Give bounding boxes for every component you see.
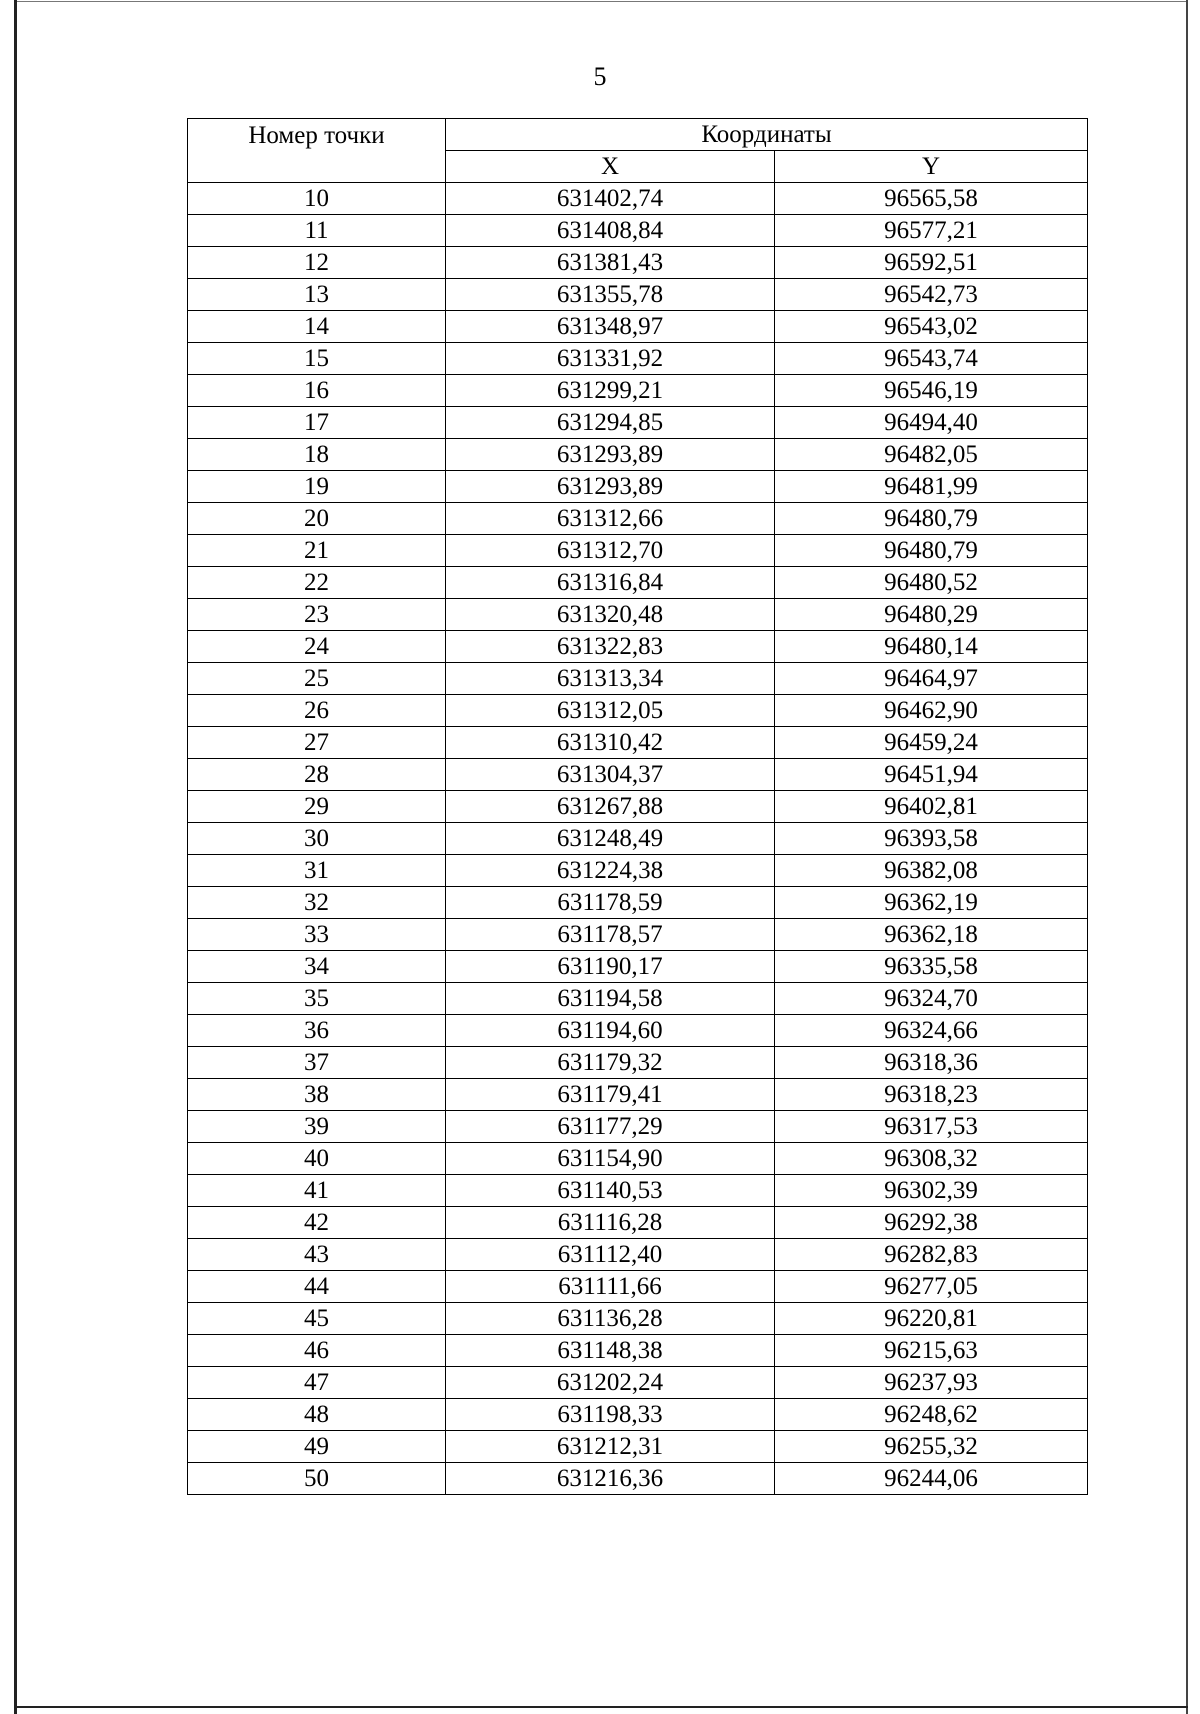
table-row [188, 1111, 1088, 1143]
x-coordinate-cell: 631267,88 [446, 791, 775, 823]
table-row [188, 919, 1088, 951]
point-number-cell: 23 [188, 599, 446, 631]
table-row [188, 727, 1088, 759]
y-coordinate-cell: 96282,83 [775, 1239, 1088, 1271]
y-coordinate-cell: 96255,32 [775, 1431, 1088, 1463]
point-number-cell: 33 [188, 919, 446, 951]
point-number-cell: 46 [188, 1335, 446, 1367]
page-border-left [14, 0, 17, 1714]
point-number-cell: 18 [188, 439, 446, 471]
x-coordinate-cell: 631116,28 [446, 1207, 775, 1239]
x-coordinate-cell: 631112,40 [446, 1239, 775, 1271]
point-number-cell: 17 [188, 407, 446, 439]
x-coordinate-cell: 631293,89 [446, 471, 775, 503]
table-row [188, 439, 1088, 471]
x-coordinate-cell: 631179,32 [446, 1047, 775, 1079]
y-coordinate-cell: 96565,58 [775, 183, 1088, 215]
x-coordinate-cell: 631316,84 [446, 567, 775, 599]
page-number: 5 [593, 62, 607, 91]
y-coordinate-cell: 96318,36 [775, 1047, 1088, 1079]
table-row [188, 1239, 1088, 1271]
x-coordinate-cell: 631312,66 [446, 503, 775, 535]
table-row [188, 1015, 1088, 1047]
x-coordinate-cell: 631178,59 [446, 887, 775, 919]
table-row [188, 887, 1088, 919]
x-coordinate-cell: 631148,38 [446, 1335, 775, 1367]
y-coordinate-cell: 96324,70 [775, 983, 1088, 1015]
table-row [188, 1399, 1088, 1431]
x-coordinate-cell: 631198,33 [446, 1399, 775, 1431]
point-number-cell: 35 [188, 983, 446, 1015]
point-number-cell: 34 [188, 951, 446, 983]
x-coordinate-cell: 631381,43 [446, 247, 775, 279]
x-coordinate-cell: 631154,90 [446, 1143, 775, 1175]
point-number-cell: 21 [188, 535, 446, 567]
y-coordinate-cell: 96481,99 [775, 471, 1088, 503]
point-number-cell: 16 [188, 375, 446, 407]
y-coordinate-cell: 96220,81 [775, 1303, 1088, 1335]
point-number-cell: 20 [188, 503, 446, 535]
point-number-cell: 31 [188, 855, 446, 887]
x-coordinate-cell: 631177,29 [446, 1111, 775, 1143]
table-row [188, 343, 1088, 375]
table-row [188, 855, 1088, 887]
point-number-cell: 45 [188, 1303, 446, 1335]
x-coordinate-cell: 631178,57 [446, 919, 775, 951]
y-coordinate-cell: 96494,40 [775, 407, 1088, 439]
point-number-cell: 13 [188, 279, 446, 311]
table-row [188, 1047, 1088, 1079]
point-number-cell: 26 [188, 695, 446, 727]
y-coordinate-cell: 96215,63 [775, 1335, 1088, 1367]
point-number-cell: 32 [188, 887, 446, 919]
table-row [188, 1335, 1088, 1367]
point-number-cell: 25 [188, 663, 446, 695]
table-row [188, 1143, 1088, 1175]
point-number-cell: 14 [188, 311, 446, 343]
coordinates-table [187, 118, 1088, 1495]
table-row [188, 1207, 1088, 1239]
y-coordinate-cell: 96459,24 [775, 727, 1088, 759]
y-coordinate-cell: 96362,18 [775, 919, 1088, 951]
y-coordinate-cell: 96382,08 [775, 855, 1088, 887]
y-coordinate-cell: 96277,05 [775, 1271, 1088, 1303]
header-x: X [446, 151, 775, 183]
x-coordinate-cell: 631313,34 [446, 663, 775, 695]
y-coordinate-cell: 96462,90 [775, 695, 1088, 727]
x-coordinate-cell: 631194,60 [446, 1015, 775, 1047]
x-coordinate-cell: 631348,97 [446, 311, 775, 343]
table-row [188, 759, 1088, 791]
point-number-cell: 19 [188, 471, 446, 503]
y-coordinate-cell: 96362,19 [775, 887, 1088, 919]
y-coordinate-cell: 96393,58 [775, 823, 1088, 855]
y-coordinate-cell: 96318,23 [775, 1079, 1088, 1111]
point-number-cell: 22 [188, 567, 446, 599]
x-coordinate-cell: 631322,83 [446, 631, 775, 663]
x-coordinate-cell: 631194,58 [446, 983, 775, 1015]
point-number-cell: 50 [188, 1463, 446, 1495]
table-row [188, 983, 1088, 1015]
point-number-cell: 47 [188, 1367, 446, 1399]
table-row [188, 631, 1088, 663]
header-y: Y [775, 151, 1088, 183]
y-coordinate-cell: 96324,66 [775, 1015, 1088, 1047]
table-row [188, 1303, 1088, 1335]
y-coordinate-cell: 96451,94 [775, 759, 1088, 791]
x-coordinate-cell: 631248,49 [446, 823, 775, 855]
point-number-cell: 15 [188, 343, 446, 375]
y-coordinate-cell: 96248,62 [775, 1399, 1088, 1431]
table-row [188, 1463, 1088, 1495]
point-number-cell: 44 [188, 1271, 446, 1303]
header-coordinates: Координаты [446, 119, 1088, 151]
x-coordinate-cell: 631140,53 [446, 1175, 775, 1207]
point-number-cell: 48 [188, 1399, 446, 1431]
point-number-cell: 10 [188, 183, 446, 215]
y-coordinate-cell: 96543,74 [775, 343, 1088, 375]
y-coordinate-cell: 96335,58 [775, 951, 1088, 983]
x-coordinate-cell: 631320,48 [446, 599, 775, 631]
x-coordinate-cell: 631304,37 [446, 759, 775, 791]
y-coordinate-cell: 96542,73 [775, 279, 1088, 311]
point-number-cell: 42 [188, 1207, 446, 1239]
x-coordinate-cell: 631212,31 [446, 1431, 775, 1463]
page-border-bottom [14, 1706, 1188, 1708]
table-row [188, 1079, 1088, 1111]
x-coordinate-cell: 631216,36 [446, 1463, 775, 1495]
table-row [188, 535, 1088, 567]
table-row [188, 311, 1088, 343]
y-coordinate-cell: 96302,39 [775, 1175, 1088, 1207]
point-number-cell: 30 [188, 823, 446, 855]
page-border-right [1186, 0, 1188, 1714]
y-coordinate-cell: 96482,05 [775, 439, 1088, 471]
point-number-cell: 39 [188, 1111, 446, 1143]
table-row [188, 599, 1088, 631]
y-coordinate-cell: 96480,14 [775, 631, 1088, 663]
table-row [188, 503, 1088, 535]
table-row [188, 279, 1088, 311]
table-row [188, 1367, 1088, 1399]
point-number-cell: 12 [188, 247, 446, 279]
y-coordinate-cell: 96480,52 [775, 567, 1088, 599]
point-number-cell: 11 [188, 215, 446, 247]
point-number-cell: 28 [188, 759, 446, 791]
table-row [188, 215, 1088, 247]
x-coordinate-cell: 631402,74 [446, 183, 775, 215]
y-coordinate-cell: 96480,79 [775, 503, 1088, 535]
header-row-1 [188, 119, 1088, 151]
point-number-cell: 43 [188, 1239, 446, 1271]
y-coordinate-cell: 96480,29 [775, 599, 1088, 631]
x-coordinate-cell: 631299,21 [446, 375, 775, 407]
point-number-cell: 41 [188, 1175, 446, 1207]
table-body [188, 183, 1088, 1495]
y-coordinate-cell: 96543,02 [775, 311, 1088, 343]
x-coordinate-cell: 631408,84 [446, 215, 775, 247]
y-coordinate-cell: 96592,51 [775, 247, 1088, 279]
table-row [188, 791, 1088, 823]
table-row [188, 471, 1088, 503]
point-number-cell: 29 [188, 791, 446, 823]
point-number-cell: 40 [188, 1143, 446, 1175]
page-border-top [14, 1, 1188, 2]
y-coordinate-cell: 96308,32 [775, 1143, 1088, 1175]
point-number-cell: 38 [188, 1079, 446, 1111]
y-coordinate-cell: 96577,21 [775, 215, 1088, 247]
table-row [188, 183, 1088, 215]
table-row [188, 663, 1088, 695]
x-coordinate-cell: 631312,05 [446, 695, 775, 727]
x-coordinate-cell: 631224,38 [446, 855, 775, 887]
point-number-cell: 36 [188, 1015, 446, 1047]
y-coordinate-cell: 96237,93 [775, 1367, 1088, 1399]
x-coordinate-cell: 631136,28 [446, 1303, 775, 1335]
x-coordinate-cell: 631293,89 [446, 439, 775, 471]
x-coordinate-cell: 631331,92 [446, 343, 775, 375]
table-row [188, 951, 1088, 983]
y-coordinate-cell: 96402,81 [775, 791, 1088, 823]
x-coordinate-cell: 631294,85 [446, 407, 775, 439]
header-point-number: Номер точки [188, 119, 446, 183]
point-number-cell: 27 [188, 727, 446, 759]
x-coordinate-cell: 631190,17 [446, 951, 775, 983]
y-coordinate-cell: 96244,06 [775, 1463, 1088, 1495]
table-row [188, 823, 1088, 855]
point-number-cell: 49 [188, 1431, 446, 1463]
table-row [188, 1175, 1088, 1207]
y-coordinate-cell: 96464,97 [775, 663, 1088, 695]
x-coordinate-cell: 631202,24 [446, 1367, 775, 1399]
y-coordinate-cell: 96317,53 [775, 1111, 1088, 1143]
table-row [188, 375, 1088, 407]
table-row [188, 1431, 1088, 1463]
table-row [188, 1271, 1088, 1303]
table-row [188, 567, 1088, 599]
point-number-cell: 37 [188, 1047, 446, 1079]
x-coordinate-cell: 631111,66 [446, 1271, 775, 1303]
x-coordinate-cell: 631310,42 [446, 727, 775, 759]
x-coordinate-cell: 631179,41 [446, 1079, 775, 1111]
y-coordinate-cell: 96546,19 [775, 375, 1088, 407]
table-header [188, 119, 1088, 183]
x-coordinate-cell: 631355,78 [446, 279, 775, 311]
point-number-cell: 24 [188, 631, 446, 663]
table-row [188, 407, 1088, 439]
y-coordinate-cell: 96480,79 [775, 535, 1088, 567]
table-row [188, 695, 1088, 727]
table-row [188, 247, 1088, 279]
x-coordinate-cell: 631312,70 [446, 535, 775, 567]
y-coordinate-cell: 96292,38 [775, 1207, 1088, 1239]
